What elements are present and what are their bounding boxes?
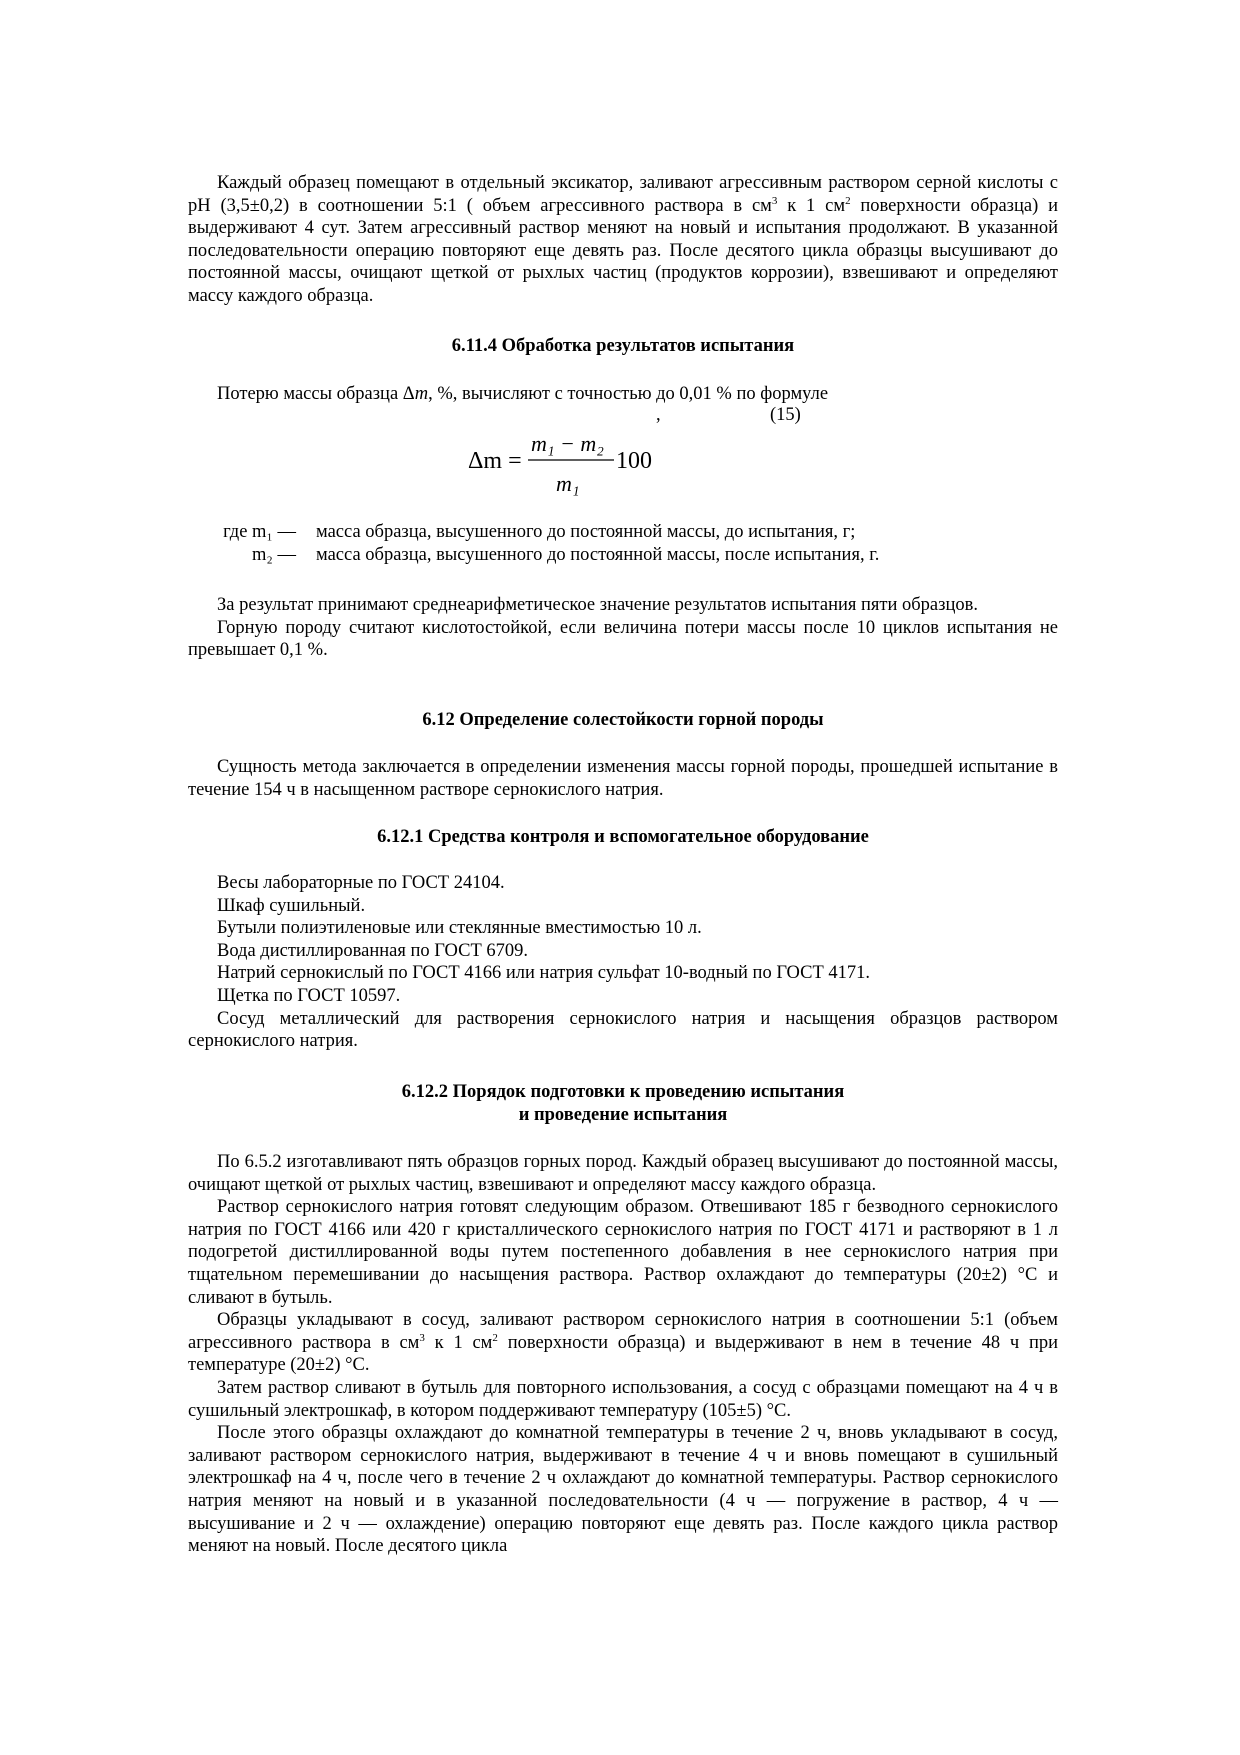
paragraph-method-essence bbox=[188, 756, 1058, 801]
p4: Горную породу считают кислотостойкой, если величина потери массы после 10 циклов испытания не превышает 0,1 %. bbox=[188, 617, 1058, 661]
list-item: Вода дистиллированная по ГОСТ 6709. bbox=[217, 940, 529, 961]
sup-3: 3 bbox=[419, 1331, 425, 1344]
p1-mid: к 1 см bbox=[777, 195, 846, 216]
where-text: масса образца, высушенного до постоянной массы, после испытания, г. bbox=[316, 545, 880, 565]
p3: За результат принимают среднеарифметическое значение результатов испытания пяти образцов. bbox=[217, 595, 978, 615]
formula-numerator: m₁ − m₂ bbox=[531, 431, 604, 456]
section-heading-line2: и проведение испытания bbox=[518, 1104, 728, 1125]
mass-loss-formula bbox=[468, 428, 688, 502]
p1-text: Каждый образец помещают в отдельный эксикатор, заливают агрессивным раствором серной кислоты с pH (3,5±0,2) в соотношении 5:1 ( объем агрессивного раствора в см bbox=[188, 173, 1058, 216]
heading-6-12-1 bbox=[188, 826, 1058, 849]
paragraph-acid-procedure bbox=[188, 172, 1058, 308]
where-text: масса образца, высушенного до постоянной массы, до испытания, г; bbox=[316, 522, 856, 542]
where-label: m₂ — bbox=[252, 545, 296, 565]
where-label: где m₁ — bbox=[223, 522, 296, 542]
sup-3: 3 bbox=[771, 194, 778, 207]
paragraph-mass-loss bbox=[188, 383, 1058, 406]
paragraph-result bbox=[188, 594, 1058, 662]
procedure-paragraphs bbox=[188, 1151, 1058, 1558]
section-heading-line1: 6.12.2 Порядок подготовки к проведению испытания bbox=[401, 1082, 845, 1102]
list-item: Щетка по ГОСТ 10597. bbox=[217, 985, 401, 1006]
p6: По 6.5.2 изготавливают пять образцов горных пород. Каждый образец высушивают до постоянной массы, очищают щеткой от рыхлых частиц, взвешивают и определяют массу каждого образца. bbox=[188, 1152, 1058, 1195]
formula-lhs: Δm = bbox=[468, 448, 522, 474]
p2-var: m bbox=[414, 384, 429, 404]
p1-end: поверхности образца) и выдерживают 4 сут. Затем агрессивный раствор меняют на новый и испытания продолжают. В указанной последовательности операцию повторяют еще девять раз. После десятого цикла образцы высушивают до постоянной массы, очищают щеткой от рыхлых частиц (продуктов коррозии), взвешивают и определяют массу каждого образца. bbox=[188, 195, 1058, 306]
sup-2: 2 bbox=[492, 1331, 498, 1344]
p9: Затем раствор сливают в бутыль для повторного использования, а сосуд с образцами помещают на 4 ч в сушильный электрошкаф, в котором поддерживают температуру (105±5) °С. bbox=[188, 1377, 1058, 1421]
formula-comma: , bbox=[656, 405, 661, 425]
sup-2: 2 bbox=[845, 194, 851, 207]
list-item: Сосуд металлический для растворения сернокислого натрия и насыщения образцов раствором сернокислого натрия. bbox=[188, 1008, 1058, 1052]
section-heading: 6.12.1 Средства контроля и вспомогательное оборудование bbox=[377, 827, 869, 847]
p10: После этого образцы охлаждают до комнатной температуры в течение 2 ч, вновь укладывают в сосуд, заливают раствором сернокислого натрия, выдерживают в течение 4 ч и вновь помещают в сушильный электрошкаф на 4 ч, после чего в течение 2 ч охлаждают до комнатной температуры. Раствор сернокислого натрия меняют на новый и в указанной последовательности (4 ч — погружение в раствор, 4 ч — высушивание и 2 ч — охлаждение) операцию повторяют еще девять раз. После каждого цикла раствор меняют на новый. После десятого цикла bbox=[188, 1423, 1058, 1557]
heading-6-12 bbox=[188, 709, 1058, 732]
formula-number: (15) bbox=[770, 405, 801, 425]
list-item: Натрий сернокислый по ГОСТ 4166 или натрия сульфат 10-водный по ГОСТ 4171. bbox=[217, 963, 871, 984]
formula-denominator: m₁ bbox=[556, 471, 580, 496]
p8-mid: к 1 см bbox=[424, 1332, 493, 1353]
p2-text-b: , %, вычисляют с точностью до 0,01 % по формуле bbox=[428, 384, 829, 404]
formula-factor: 100 bbox=[616, 448, 652, 474]
p5: Сущность метода заключается в определении изменения массы горной породы, прошедшей испытание в течение 154 ч в насыщенном растворе сернокислого натрия. bbox=[188, 757, 1058, 800]
equipment-list bbox=[188, 872, 1058, 1053]
heading-6-12-2 bbox=[188, 1081, 1058, 1126]
p8-text-a: Образцы укладывают в сосуд, заливают раствором сернокислого натрия в соотношении 5:1 (объем агрессивного раствора в см bbox=[188, 1310, 1058, 1353]
section-heading: 6.11.4 Обработка результатов испытания bbox=[451, 336, 795, 356]
p8-end: поверхности образца) и выдерживают в нем в течение 48 ч при температуре (20±2) °С. bbox=[188, 1332, 1059, 1376]
p2-text-a: Потерю массы образца Δ bbox=[217, 384, 415, 404]
heading-6-11-4 bbox=[188, 335, 1058, 358]
list-item: Шкаф сушильный. bbox=[217, 895, 366, 916]
section-heading: 6.12 Определение солестойкости горной породы bbox=[422, 710, 824, 730]
p7: Раствор сернокислого натрия готовят следующим образом. Отвешивают 185 г безводного сернокислого натрия по ГОСТ 4166 или 420 г кристаллического сернокислого натрия по ГОСТ 4171 и растворяют в 1 л подогретой дистиллированной воды путем постепенного добавления в нее сернокислого натрия при тщательном перемешивании до насыщения раствора. Раствор охлаждают до температуры (20±2) °С и сливают в бутыль. bbox=[188, 1197, 1058, 1308]
list-item: Бутыли полиэтиленовые или стеклянные вместимостью 10 л. bbox=[217, 918, 702, 939]
list-item: Весы лабораторные по ГОСТ 24104. bbox=[217, 873, 505, 893]
